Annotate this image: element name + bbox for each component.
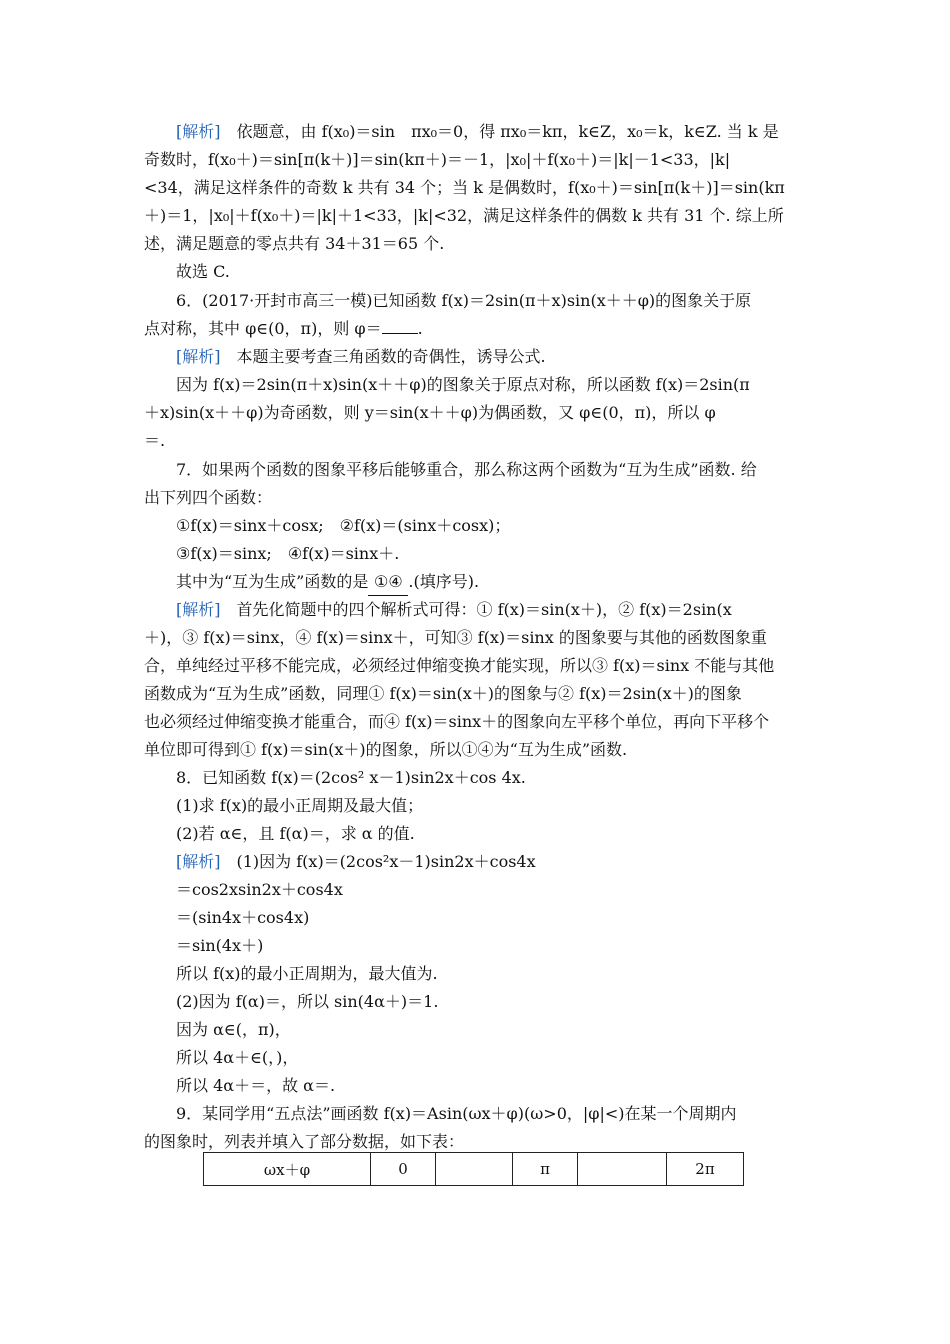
text-line: 也必须经过伸缩变换才能重合，而④ f(x)＝sinx＋的图象向左平移个单位，再向下平移个 — [144, 712, 770, 731]
line-text: .(填序号). — [408, 572, 480, 591]
text-line: 奇数时，f(x₀＋)＝sin[π(k＋)]＝sin(kπ＋)＝－1，|x₀|＋f(x₀＋)＝|k|－1<33，|k| — [144, 150, 731, 169]
line-text: . — [417, 319, 423, 338]
text-line: 的图象时，列表并填入了部分数据，如下表： — [144, 1132, 465, 1151]
text-line: 合，单纯经过平移不能完成，必须经过伸缩变换才能实现，所以③ f(x)＝sinx 不能与其他 — [144, 656, 775, 675]
text-line: (2)若 α∈，且 f(α)＝，求 α 的值. — [176, 824, 415, 843]
table-cell: ωx＋φ — [204, 1153, 371, 1186]
text-line — [144, 315, 804, 342]
text-line: (2)因为 f(α)＝，所以 sin(4α＋)＝1. — [176, 992, 439, 1011]
text-line: 述，满足题意的零点共有 34＋31＝65 个. — [144, 234, 445, 253]
text-line: 故选 C. — [176, 262, 230, 281]
line-text: 其中为“互为生成”函数的是 — [176, 572, 369, 591]
table-cell — [578, 1153, 667, 1186]
text-line — [176, 596, 836, 623]
text-line — [176, 343, 836, 370]
line-text: 首先化简题中的四个解析式可得：① f(x)＝sin(x＋)，② f(x)＝2sin(x — [220, 600, 732, 619]
text-line: (1)求 f(x)的最小正周期及最大值； — [176, 796, 424, 815]
text-line: ＝. — [144, 431, 166, 450]
text-line: ＝(sin4x＋cos4x) — [176, 908, 310, 927]
line-text: (1)因为 f(x)＝(2cos²x－1)sin2x＋cos4x — [220, 852, 536, 871]
text-line: ＝sin(4x＋) — [176, 936, 264, 955]
text-line — [176, 118, 836, 145]
table-cell: π — [513, 1153, 578, 1186]
text-line: 所以 f(x)的最小正周期为，最大值为. — [176, 964, 438, 983]
analysis-tag: [解析] — [176, 122, 221, 141]
text-line: ＝cos2xsin2x＋cos4x — [176, 880, 343, 899]
line-text: 点对称，其中 φ∈(0，π)，则 φ＝ — [144, 319, 382, 338]
question-8: 8．已知函数 f(x)＝(2cos² x－1)sin2x＋cos 4x. — [176, 768, 526, 787]
analysis-tag: [解析] — [176, 600, 221, 619]
text-line: 函数成为“互为生成”函数，同理① f(x)＝sin(x＋)的图象与② f(x)＝2sin(x＋)的图象 — [144, 684, 742, 703]
text-line — [176, 568, 836, 595]
answer-fill: ①④ — [368, 568, 408, 596]
table-cell: 0 — [371, 1153, 436, 1186]
table-cell: 2π — [667, 1153, 744, 1186]
text-line: 因为 f(x)＝2sin(π＋x)sin(x＋＋φ)的图象关于原点对称，所以函数 f(x)＝2sin(π — [176, 375, 750, 394]
text-line — [176, 848, 836, 875]
analysis-tag: [解析] — [176, 347, 221, 366]
text-line: 因为 α∈(，π)， — [176, 1020, 291, 1039]
question-7: 7．如果两个函数的图象平移后能够重合，那么称这两个函数为“互为生成”函数. 给 — [176, 460, 757, 479]
question-9: 9．某同学用“五点法”画函数 f(x)＝Asin(ωx＋φ)(ω>0，|φ|<)在某一个周期内 — [176, 1104, 737, 1123]
text-line: 出下列四个函数： — [144, 488, 273, 507]
analysis-tag: [解析] — [176, 852, 221, 871]
text-line: 所以 4α＋＝，故 α＝. — [176, 1076, 336, 1095]
text-line: 单位即可得到① f(x)＝sin(x＋)的图象，所以①④为“互为生成”函数. — [144, 740, 628, 759]
text-line: <34，满足这样条件的奇数 k 共有 34 个；当 k 是偶数时，f(x₀＋)＝sin[π(k＋)]＝sin(kπ — [144, 178, 785, 197]
table-cell — [436, 1153, 513, 1186]
text-line: ①f(x)＝sinx＋cosx; ②f(x)＝(sinx＋cosx)； — [176, 516, 511, 535]
line-text: 依题意，由 f(x₀)＝sin πx₀＝0，得 πx₀＝kπ，k∈Z，x₀＝k，k∈Z. 当 k 是 — [220, 122, 779, 141]
text-line: 所以 4α＋∈(，)， — [176, 1048, 299, 1067]
text-line: ＋)，③ f(x)＝sinx，④ f(x)＝sinx＋，可知③ f(x)＝sinx 的图象要与其他的函数图象重 — [144, 628, 767, 647]
text-line: ③f(x)＝sinx; ④f(x)＝sinx＋. — [176, 544, 400, 563]
answer-blank — [382, 333, 418, 334]
table-row — [204, 1153, 744, 1186]
question-6: 6．(2017·开封市高三一模)已知函数 f(x)＝2sin(π＋x)sin(x＋＋φ)的图象关于原 — [176, 291, 752, 310]
five-point-table — [203, 1152, 744, 1186]
line-text: 本题主要考查三角函数的奇偶性，诱导公式. — [220, 347, 546, 366]
text-line: ＋x)sin(x＋＋φ)为奇函数，则 y＝sin(x＋＋φ)为偶函数，又 φ∈(0，π)，所以 φ — [144, 403, 716, 422]
text-line: ＋)＝1，|x₀|＋f(x₀＋)＝|k|＋1<33，|k|<32，满足这样条件的偶数 k 共有 31 个. 综上所 — [144, 206, 784, 225]
